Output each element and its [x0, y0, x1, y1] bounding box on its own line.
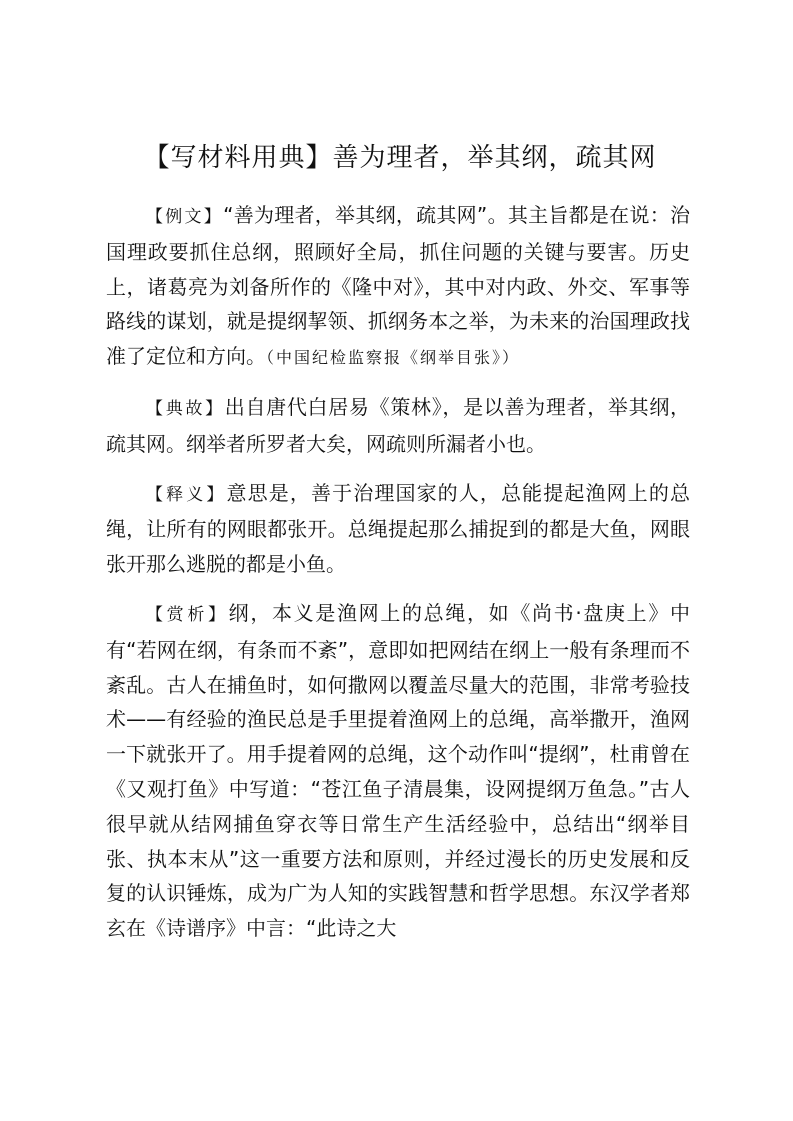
- paragraph-allusion: [106, 390, 690, 462]
- paragraph-appreciation-text: 纲，本义是渔网上的总绳，如《尚书·盘庚上》中有“若网在纲，有条而不紊”，意即如把网结在纲上一般有条理而不紊乱。古人在捕鱼时，如何撒网以覆盖尽量大的范围，非常考验技术——有经验的渔民总是手里提着渔网上的总绳，高举撒开，渔网一下就张开了。用手提着网的总绳，这个动作叫“提纲”，杜甫曾在《又观打鱼》中写道：“苍江鱼子清晨集，设网提纲万鱼急。”古人很早就从结网捕鱼穿衣等日常生产生活经验中，总结出“纲举目张、执本末从”这一重要方法和原则，并经过漫长的历史发展和反复的认识锤炼，成为广为人知的实践智慧和哲学思想。东汉学者郑玄在《诗谱序》中言：“此诗之大: [106, 600, 691, 941]
- section-tag-meaning: 【释义】: [146, 484, 227, 505]
- paragraph-example-source: （中国纪检监察报《纲举目张》）: [266, 348, 521, 368]
- paragraph-example-text: “善为理者，举其纲，疏其网”。其主旨都是在说：治国理政要抓住总纲，照顾好全局，抓住问题的关键与要害。历史上，诸葛亮为刘备所作的《隆中对》，其中对内政、外交、军事等路线的谋划，就是提纲挈领、抓纲务本之举，为未来的治国理政找准了定位和方向。: [106, 203, 690, 369]
- paragraph-meaning-text: 意思是，善于治理国家的人，总能提起渔网上的总绳，让所有的网眼都张开。总绳提起那么捕捉到的都是大鱼，网眼张开那么逃脱的都是小鱼。: [106, 480, 691, 577]
- section-tag-example: 【例文】: [146, 207, 224, 227]
- paragraph-meaning: [106, 476, 690, 582]
- paragraph-example: [106, 198, 690, 376]
- document-title: 【写材料用典】善为理者，举其纲，疏其网: [143, 143, 657, 173]
- document-body: [106, 198, 690, 960]
- section-tag-allusion: 【典故】: [146, 398, 225, 419]
- section-tag-appreciation: 【赏析】: [146, 604, 229, 625]
- paragraph-allusion-text: 出自唐代白居易《策林》，是以善为理者，举其纲，疏其网。纲举者所罗者大矣，网疏则所漏者小也。: [106, 394, 691, 456]
- paragraph-appreciation: [106, 596, 690, 946]
